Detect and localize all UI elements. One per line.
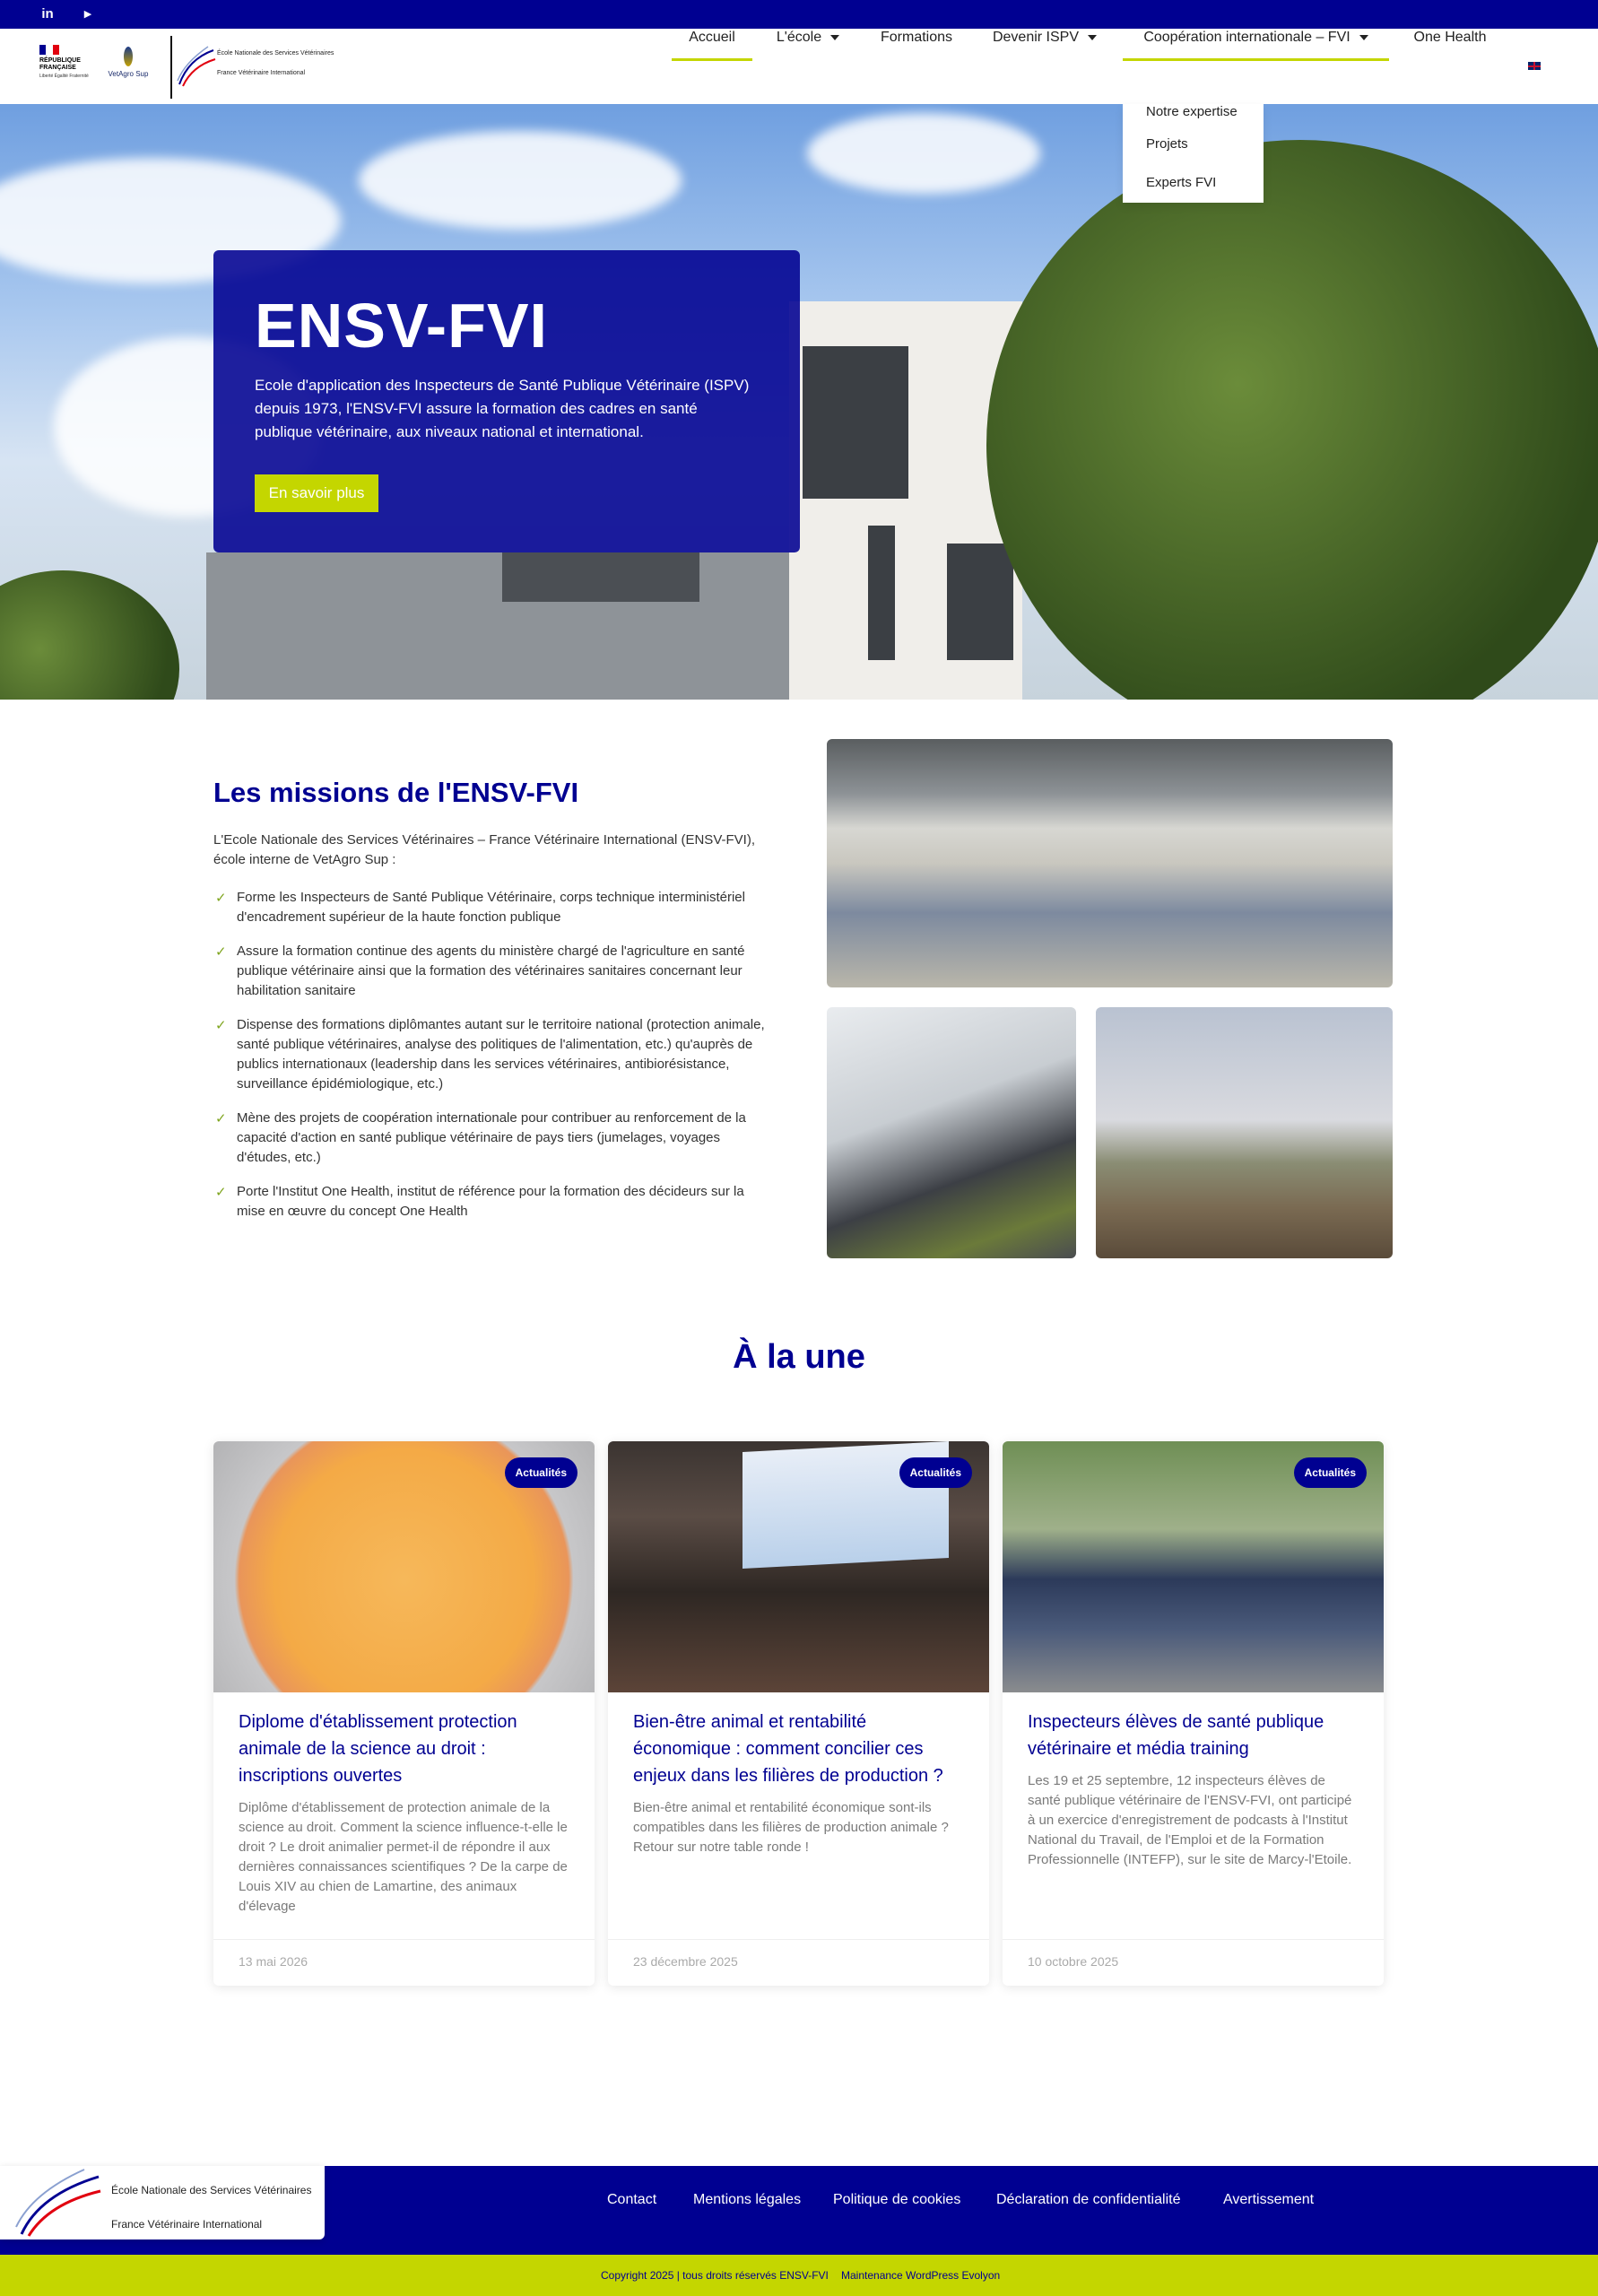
republique-francaise-logo[interactable] <box>39 45 90 90</box>
news-card-footer <box>608 1939 989 1986</box>
chevron-down-icon <box>1359 35 1368 40</box>
nav-cooperation-label: Coopération internationale – FVI <box>1143 30 1350 45</box>
nav-formations[interactable] <box>875 0 958 75</box>
dropdown-item-experts-fvi[interactable]: Experts FVI <box>1146 175 1217 190</box>
news-card-title[interactable]: Inspecteurs élèves de santé publique vétérinaire et média training <box>1028 1712 1324 1759</box>
chevron-down-icon <box>830 35 839 40</box>
mission-item <box>213 942 769 1001</box>
logo-rf-line2: FRANÇAISE <box>39 65 76 71</box>
youtube-icon[interactable]: ▶ <box>83 9 92 20</box>
footer-link-avertissement[interactable]: Avertissement <box>1223 2192 1315 2207</box>
hero-card <box>213 250 800 552</box>
mission-item <box>213 1182 769 1222</box>
check-icon: ✓ <box>215 1018 227 1033</box>
news-card-footer <box>1003 1939 1384 1986</box>
nav-cooperation-internationale[interactable] <box>1123 0 1389 75</box>
cooperation-dropdown-menu <box>1123 104 1264 203</box>
footer-link-politique-cookies[interactable]: Politique de cookies <box>833 2192 961 2207</box>
missions-title: Les missions de l'ENSV-FVI <box>213 777 579 808</box>
news-card-footer <box>213 1939 595 1986</box>
mission-item <box>213 1015 769 1094</box>
footer-links <box>0 2192 1598 2213</box>
nav-accueil[interactable] <box>672 0 752 75</box>
mission-item <box>213 1109 769 1168</box>
dropdown-item-notre-expertise[interactable]: Notre expertise <box>1146 104 1238 119</box>
ensv-fvi-logo[interactable] <box>176 45 334 90</box>
mission-item <box>213 888 769 927</box>
building-window <box>502 552 699 602</box>
en-savoir-plus-button[interactable]: En savoir plus <box>255 474 378 512</box>
news-card-date: 13 mai 2026 <box>239 1954 308 1969</box>
logo-rf-line1: RÉPUBLIQUE <box>39 57 81 64</box>
nav-ecole[interactable] <box>771 0 845 75</box>
uk-flag-icon[interactable] <box>1528 62 1541 70</box>
news-card[interactable] <box>608 1441 989 1986</box>
chevron-down-icon <box>1088 35 1097 40</box>
mission-text: Forme les Inspecteurs de Santé Publique Vétérinaire, corps technique interministériel d'encadrement supérieur de la haute fonction publique <box>237 890 745 925</box>
news-card-excerpt: Les 19 et 25 septembre, 12 inspecteurs élèves de santé publique vétérinaire de l'ENSV-FVI, ont participé à un exercice d'enregistrement de podcasts à l'Institut National du Travail, de l'Emploi et de la Formation Professionnelle (INTEFP), sur le site de Marcy-l'Etoile. <box>1028 1773 1352 1867</box>
nav-ecole-label: L'école <box>776 30 822 45</box>
check-icon: ✓ <box>215 1111 227 1126</box>
category-badge[interactable]: Actualités <box>899 1457 972 1488</box>
footer-link-mentions-legales[interactable]: Mentions légales <box>693 2192 802 2207</box>
category-badge[interactable]: Actualités <box>1294 1457 1367 1488</box>
news-card-title[interactable]: Diplome d'établissement protection animale de la science au droit : inscriptions ouvertes <box>239 1712 517 1786</box>
french-flag-icon <box>39 45 59 55</box>
cloud-shape <box>807 113 1040 194</box>
building-window <box>947 544 1013 660</box>
nav-devenir-ispv-label: Devenir ISPV <box>992 30 1080 45</box>
cloud-shape <box>359 131 682 230</box>
maintenance-link[interactable]: Maintenance WordPress Evolyon <box>841 2269 1001 2282</box>
missions-list <box>213 888 769 1222</box>
hero-banner <box>0 104 1598 700</box>
classroom-photo <box>827 1007 1076 1258</box>
dropdown-item-projets[interactable]: Projets <box>1146 136 1188 152</box>
news-section-title: À la une <box>733 1338 865 1376</box>
mission-text: Dispense des formations diplômantes autant sur le territoire national (protection animale, santé publique vétérinaires, analyse des politiques de l'alimentation, etc.) qu'auprès de publics internationaux (leadership dans les services vétérinaires, antibiorésistance, surveillance épidémiologique, etc.) <box>237 1017 765 1091</box>
nav-open-underline <box>1123 58 1389 61</box>
news-card-date: 23 décembre 2025 <box>633 1954 738 1969</box>
category-badge[interactable]: Actualités <box>505 1457 578 1488</box>
ensv-logo-line2: France Vétérinaire International <box>217 70 306 76</box>
linkedin-icon[interactable]: in <box>41 6 54 22</box>
check-icon: ✓ <box>215 1185 227 1200</box>
news-card-excerpt: Diplôme d'établissement de protection animale de la science au droit. Comment la science influence-t-elle le droit ? Le droit animalier permet-il de répondre il aux dernières connaissances scientifiques ? De la carpe de Louis XIV au chien de Lamartine, des animaux d'élevage <box>239 1800 568 1914</box>
footer-link-declaration-confidentialite[interactable]: Déclaration de confidentialité <box>996 2192 1181 2207</box>
building-window <box>803 346 908 499</box>
missions-intro: L'Ecole Nationale des Services Vétérinaires – France Vétérinaire International (ENSV-FVI), école interne de VetAgro Sup : <box>213 832 755 867</box>
copyright-bar <box>0 2255 1598 2296</box>
field-visit-photo <box>1096 1007 1393 1258</box>
footer-link-contact[interactable]: Contact <box>607 2192 657 2207</box>
nav-active-underline <box>672 58 752 61</box>
vetagro-sup-logo[interactable] <box>106 47 151 90</box>
nav-devenir-ispv[interactable] <box>990 0 1099 75</box>
ensv-swoosh-icon <box>176 45 217 90</box>
footer-logo-line1: École Nationale des Services Vétérinaires <box>111 2184 312 2196</box>
nav-one-health[interactable] <box>1410 0 1490 75</box>
footer-logo-line2: France Vétérinaire International <box>111 2218 263 2231</box>
news-card[interactable] <box>1003 1441 1384 1986</box>
hero-title: ENSV-FVI <box>255 291 548 361</box>
copyright-text: Copyright 2025 | tous droits réservés ENSV-FVI <box>601 2269 829 2282</box>
vetagro-drop-icon <box>124 47 133 66</box>
logo-rf-motto: Liberté Égalité Fraternité <box>39 74 89 79</box>
tree-shape <box>986 140 1598 700</box>
building-window <box>868 526 895 660</box>
check-icon: ✓ <box>215 891 227 906</box>
news-card-title[interactable]: Bien-être animal et rentabilité économique : comment concilier ces enjeux dans les filières de production ? <box>633 1712 943 1786</box>
hero-text: Ecole d'application des Inspecteurs de Santé Publique Vétérinaire (ISPV) depuis 1973, l'ENSV-FVI assure la formation des cadres en santé publique vétérinaire, aux niveaux national et international. <box>255 377 750 440</box>
nav-one-health-label: One Health <box>1413 30 1487 45</box>
vetagro-label: VetAgro Sup <box>108 70 149 78</box>
nav-accueil-label: Accueil <box>689 30 735 45</box>
group-photo <box>827 739 1393 987</box>
mission-text: Mène des projets de coopération internationale pour contribuer au renforcement de la capacité d'action en santé publique vétérinaire de pays tiers (jumelages, voyages d'études, etc.) <box>237 1110 746 1165</box>
check-icon: ✓ <box>215 944 227 960</box>
mission-text: Porte l'Institut One Health, institut de référence pour la formation des décideurs sur la mise en œuvre du concept One Health <box>237 1184 744 1219</box>
building-lower <box>206 552 789 700</box>
news-card-excerpt: Bien-être animal et rentabilité économique sont-ils compatibles dans les filières de production animale ? Retour sur notre table ronde ! <box>633 1800 949 1855</box>
news-card[interactable] <box>213 1441 595 1986</box>
news-card-date: 10 octobre 2025 <box>1028 1954 1119 1969</box>
nav-formations-label: Formations <box>880 30 953 45</box>
tree-shape <box>0 570 179 700</box>
mission-text: Assure la formation continue des agents du ministère chargé de l'agriculture en santé publique vétérinaire ainsi que la formation des vétérinaires sanitaires concernant leur habilitation sanitaire <box>237 944 745 998</box>
logo-divider <box>170 36 172 99</box>
ensv-logo-line1: École Nationale des Services Vétérinaires <box>217 50 334 57</box>
